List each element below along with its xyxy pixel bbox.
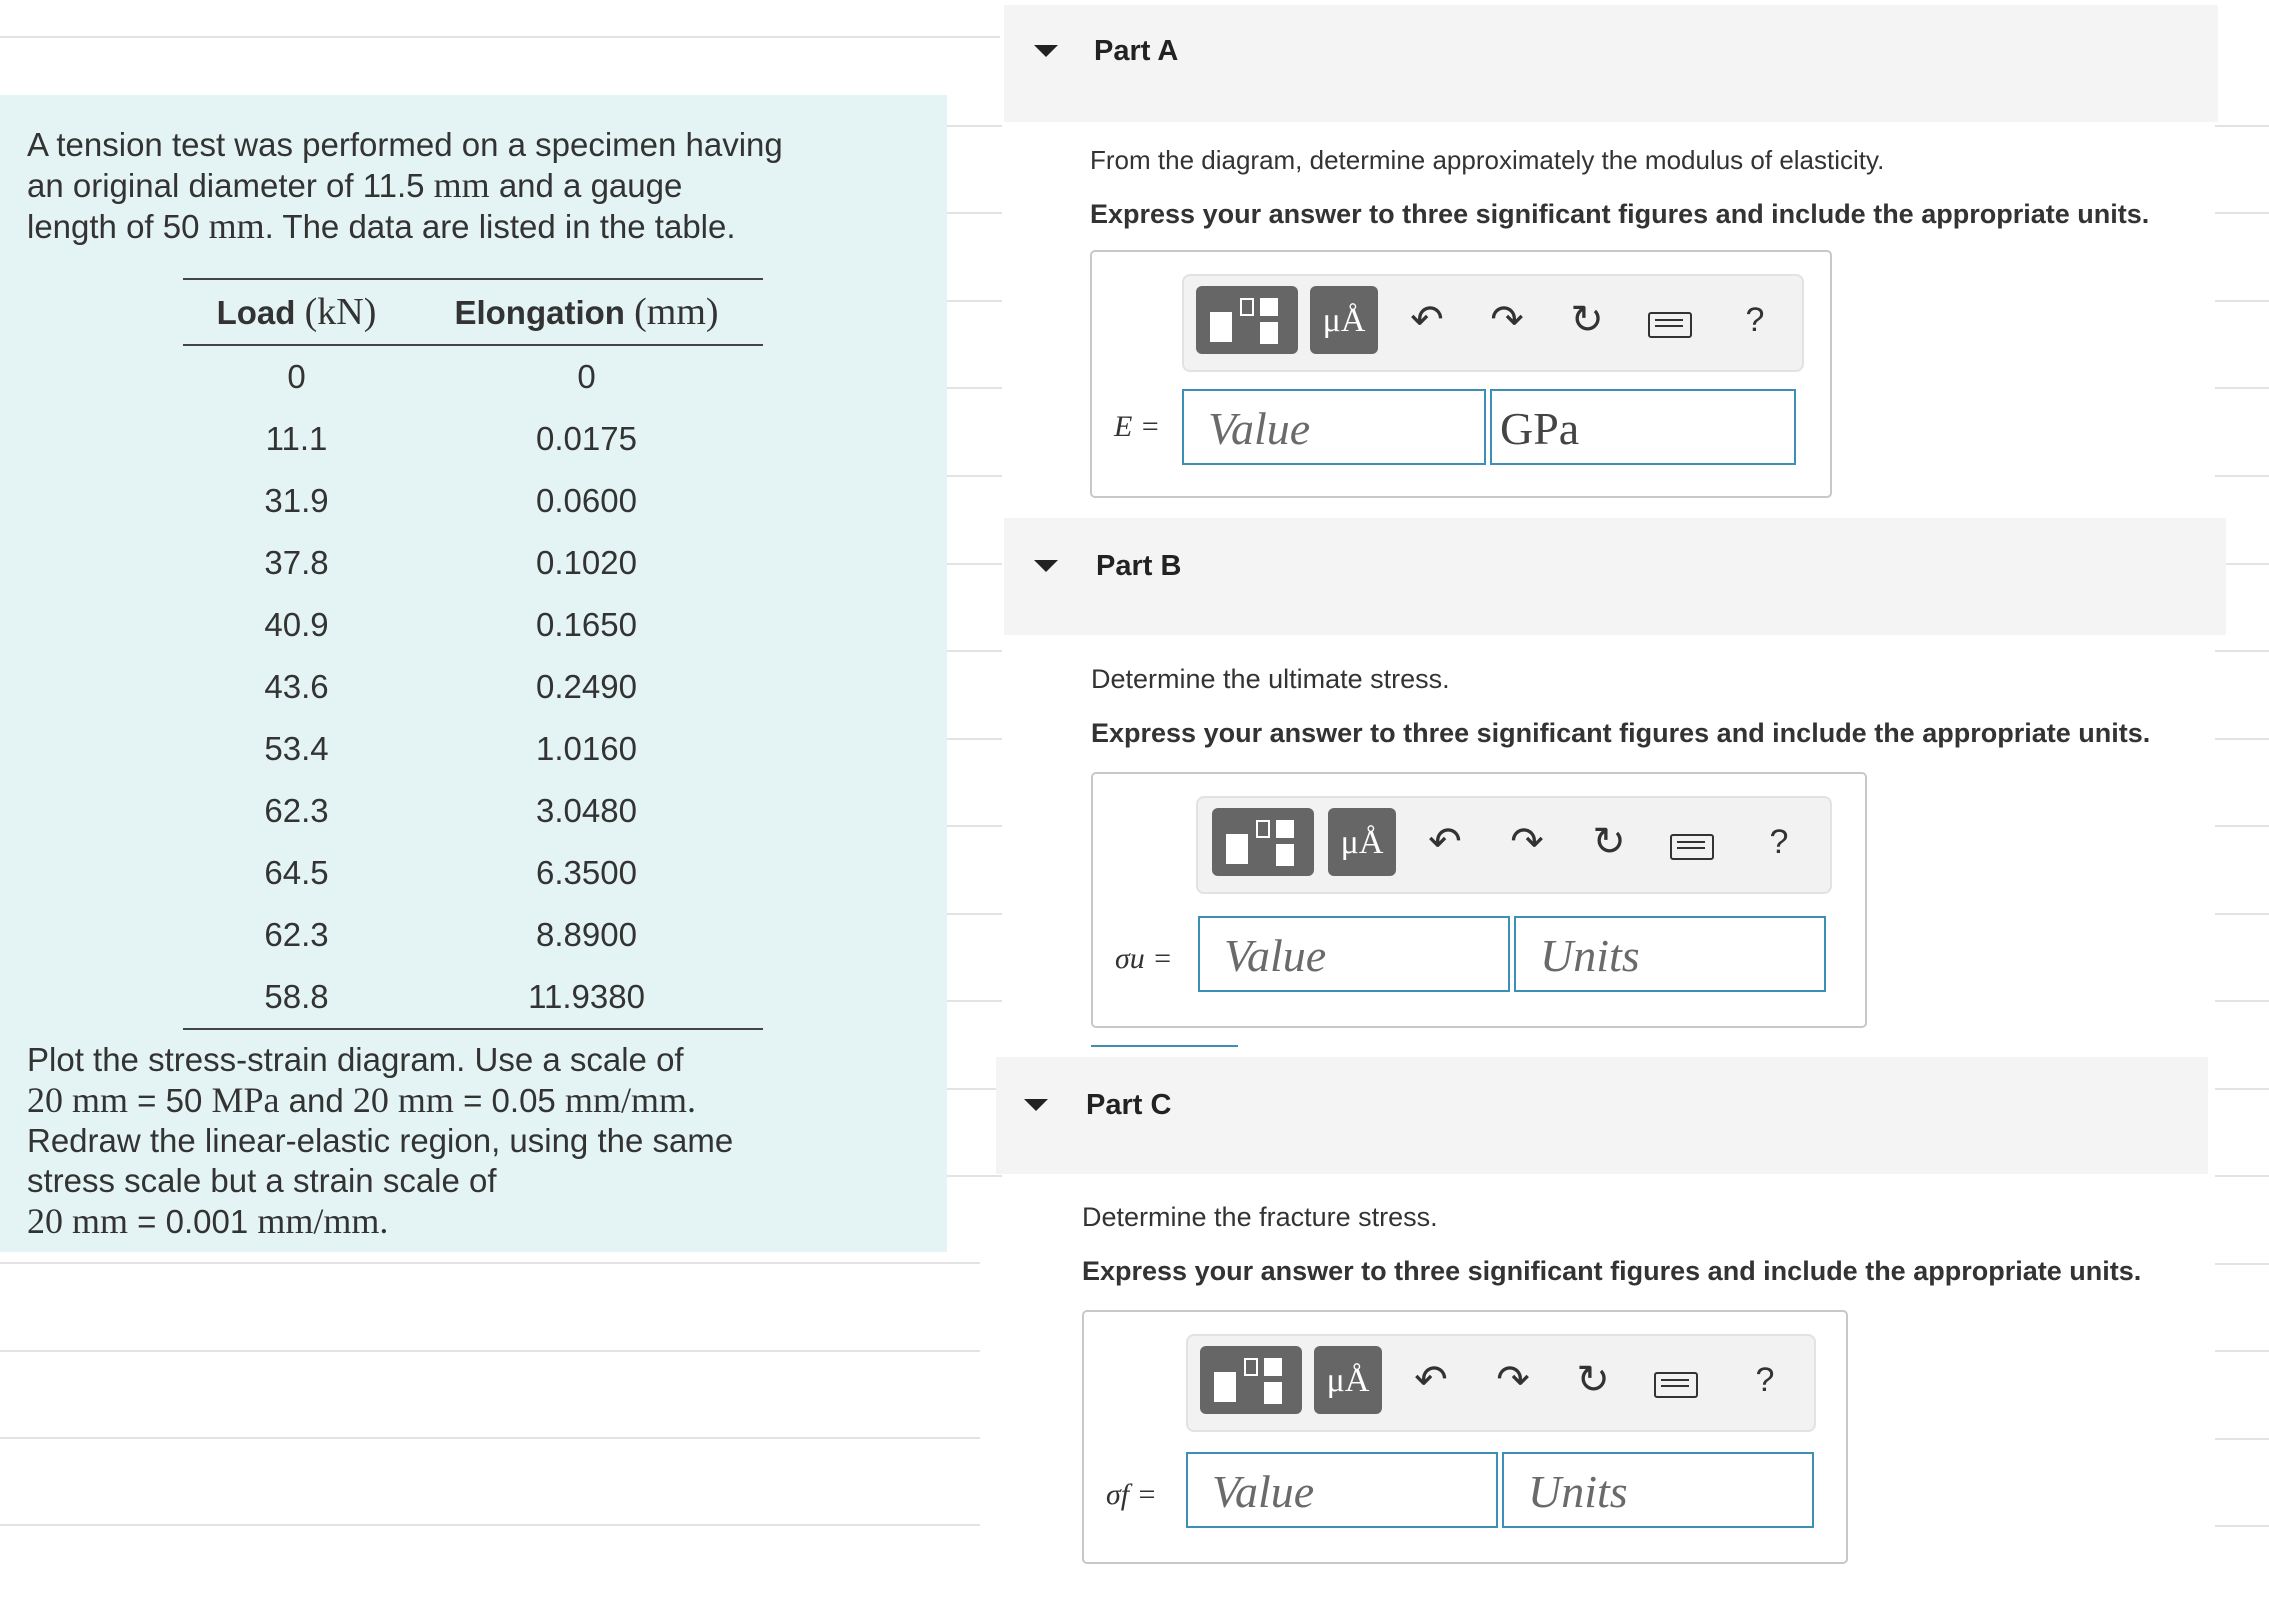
elongation-cell: 0.2490: [536, 668, 637, 705]
load-elongation-table: [183, 278, 763, 1030]
divider-line: [2215, 913, 2269, 915]
templates-icon-part: [1276, 820, 1294, 838]
part-b-instruction: Express your answer to three significant figures and include the appropriate units.: [1091, 718, 2151, 748]
redo-icon[interactable]: ↷: [1496, 1358, 1530, 1402]
problem-intro-text: [27, 125, 927, 247]
part-b-header[interactable]: [1004, 518, 2226, 635]
divider-line: [0, 36, 1000, 38]
intro-text: and a gauge: [489, 167, 683, 204]
units-input[interactable]: Units: [1514, 916, 1826, 992]
plot-text-line: Plot the stress-strain diagram. Use a scale of: [27, 1041, 684, 1078]
divider-line: [2215, 1000, 2269, 1002]
variable-label-e: E =: [1114, 410, 1161, 443]
part-c-answer-box: [1082, 1310, 1848, 1564]
divider-line: [2215, 825, 2269, 827]
divider-line: [2215, 1263, 2269, 1265]
part-c-title: Part C: [1086, 1089, 1172, 1121]
templates-icon-part: [1260, 298, 1278, 316]
templates-button[interactable]: [1196, 286, 1298, 354]
templates-button[interactable]: [1212, 808, 1314, 876]
templates-icon-part: [1244, 1358, 1258, 1376]
collapse-caret-icon[interactable]: [1034, 560, 1058, 572]
column-header-load: Load (kN): [183, 279, 410, 345]
elongation-cell: 6.3500: [536, 854, 637, 891]
load-cell: 58.8: [183, 966, 410, 1029]
load-cell: 0: [287, 358, 306, 395]
templates-icon: [1210, 312, 1232, 342]
elongation-cell: 0.0600: [536, 482, 637, 519]
part-a-title: Part A: [1094, 35, 1179, 67]
part-a-instruction: Express your answer to three significant figures and include the appropriate units.: [1090, 199, 2150, 229]
load-cell: 43.6: [264, 668, 329, 705]
symbols-button[interactable]: μÅ: [1314, 1346, 1382, 1414]
part-a-header[interactable]: [1004, 5, 2218, 122]
elongation-cell: 0.1020: [536, 544, 637, 581]
table-row: [183, 594, 763, 656]
load-cell: 62.3: [264, 916, 329, 953]
plot-text: = 0.05: [453, 1082, 565, 1119]
part-c-header[interactable]: [996, 1057, 2208, 1174]
part-a-prompt: From the diagram, determine approximately the modulus of elasticity.: [1090, 145, 1885, 175]
templates-button[interactable]: [1200, 1346, 1302, 1414]
value-input[interactable]: Value: [1186, 1452, 1498, 1528]
focus-accent-line: [1091, 1045, 1238, 1047]
intro-line: A tension test was performed on a specimen having: [27, 126, 783, 163]
divider-line: [2215, 387, 2269, 389]
divider-line: [2215, 1438, 2269, 1440]
divider-line: [947, 825, 1002, 827]
variable-label-sigma-u: σu =: [1115, 942, 1173, 975]
elongation-cell: 0.1650: [536, 606, 637, 643]
divider-line: [0, 1262, 980, 1264]
divider-line: [2215, 1525, 2269, 1527]
reset-icon[interactable]: ↻: [1576, 1358, 1610, 1402]
part-c-instruction: Express your answer to three significant figures and include the appropriate units.: [1082, 1256, 2142, 1286]
period: .: [379, 1201, 389, 1241]
table-row: [183, 842, 763, 904]
plot-text: = 50: [128, 1082, 212, 1119]
divider-line: [947, 913, 1002, 915]
intro-text: an original diameter of 11.5: [27, 167, 434, 204]
reset-icon[interactable]: ↻: [1592, 820, 1626, 864]
elongation-cell: 0: [577, 358, 596, 395]
keyboard-icon[interactable]: [1648, 312, 1692, 338]
units-input[interactable]: Units: [1502, 1452, 1814, 1528]
table-row: [183, 656, 763, 718]
divider-line: [2215, 125, 2269, 127]
scale-math: 20 mm: [352, 1080, 454, 1120]
templates-icon-part: [1264, 1358, 1282, 1376]
templates-icon-part: [1264, 1382, 1282, 1404]
divider-line: [2215, 475, 2269, 477]
divider-line: [0, 1524, 980, 1526]
divider-line: [2215, 1088, 2269, 1090]
elongation-cell: 3.0480: [536, 792, 637, 829]
elongation-cell: 11.9380: [410, 966, 763, 1029]
table-row: [183, 780, 763, 842]
divider-line: [2215, 738, 2269, 740]
load-cell: 53.4: [264, 730, 329, 767]
divider-line: [2215, 650, 2269, 652]
elongation-cell: 8.8900: [536, 916, 637, 953]
plot-text-line: Redraw the linear-elastic region, using the same: [27, 1122, 734, 1159]
divider-line: [947, 125, 1002, 127]
period: .: [686, 1080, 696, 1120]
load-cell: 11.1: [265, 420, 328, 457]
symbols-button[interactable]: μÅ: [1328, 808, 1396, 876]
unit-math: mm/mm: [564, 1080, 687, 1120]
divider-line: [0, 1437, 980, 1439]
divider-line: [947, 1088, 1002, 1090]
units-input[interactable]: GPa: [1490, 389, 1796, 465]
symbols-button[interactable]: μÅ: [1310, 286, 1378, 354]
undo-icon[interactable]: ↶: [1410, 298, 1444, 342]
plot-text: = 0.001: [128, 1203, 258, 1240]
column-header-elongation: Elongation (mm): [410, 279, 763, 345]
divider-line: [947, 475, 1002, 477]
undo-icon[interactable]: ↶: [1414, 1358, 1448, 1402]
plot-text-line: stress scale but a strain scale of: [27, 1162, 497, 1199]
plot-text: and: [279, 1082, 353, 1119]
load-cell: 64.5: [264, 854, 329, 891]
problem-statement-panel: [0, 95, 947, 1252]
templates-icon-part: [1260, 322, 1278, 344]
math-toolbar: [1196, 796, 1832, 894]
table-row: [183, 718, 763, 780]
table-row: [183, 345, 763, 408]
value-input[interactable]: Value: [1198, 916, 1510, 992]
math-toolbar: [1186, 1334, 1816, 1432]
load-cell: 37.8: [264, 544, 329, 581]
intro-text: . The data are listed in the table.: [264, 208, 736, 245]
scale-math: 20 mm: [27, 1201, 129, 1241]
templates-icon-part: [1276, 844, 1294, 866]
divider-line: [947, 1175, 1002, 1177]
table-row: [183, 470, 763, 532]
templates-icon: [1226, 834, 1248, 864]
divider-line: [947, 212, 1002, 214]
part-c-prompt: Determine the fracture stress.: [1082, 1202, 1438, 1232]
keyboard-icon[interactable]: [1654, 1372, 1698, 1398]
unit-math: mm: [208, 206, 265, 246]
keyboard-icon[interactable]: [1670, 834, 1714, 860]
part-b-answer-box: [1091, 772, 1867, 1028]
reset-icon[interactable]: ↻: [1570, 298, 1604, 342]
collapse-caret-icon[interactable]: [1024, 1099, 1048, 1111]
divider-line: [947, 563, 1002, 565]
table-row: [183, 532, 763, 594]
unit-math: mm: [433, 165, 490, 205]
templates-icon: [1214, 1372, 1236, 1402]
undo-icon[interactable]: ↶: [1428, 820, 1462, 864]
plot-instructions-text: [27, 1040, 937, 1242]
redo-icon[interactable]: ↷: [1510, 820, 1544, 864]
divider-line: [2215, 300, 2269, 302]
redo-icon[interactable]: ↷: [1490, 298, 1524, 342]
table-header-row: [183, 279, 763, 345]
variable-label-sigma-f: σf =: [1106, 1478, 1157, 1511]
templates-icon-part: [1240, 298, 1254, 316]
divider-line: [947, 738, 1002, 740]
divider-line: [2215, 1350, 2269, 1352]
help-button[interactable]: ?: [1755, 1361, 1775, 1399]
divider-line: [2215, 1175, 2269, 1177]
unit-math: mm/mm: [257, 1201, 380, 1241]
divider-line: [0, 1350, 980, 1352]
load-cell: 31.9: [264, 482, 329, 519]
divider-line: [2215, 212, 2269, 214]
unit-math: MPa: [211, 1080, 280, 1120]
table-row: [183, 408, 763, 470]
divider-line: [947, 387, 1002, 389]
elongation-cell: 0.0175: [536, 420, 637, 457]
table-row: [183, 966, 763, 1029]
elongation-cell: 1.0160: [536, 730, 637, 767]
intro-text: length of 50: [27, 208, 209, 245]
help-button[interactable]: ?: [1745, 301, 1765, 339]
load-cell: 62.3: [264, 792, 329, 829]
help-button[interactable]: ?: [1769, 823, 1789, 861]
divider-line: [947, 300, 1002, 302]
collapse-caret-icon[interactable]: [1034, 45, 1058, 57]
math-toolbar: [1182, 274, 1804, 372]
part-a-answer-box: [1090, 250, 1832, 498]
scale-math: 20 mm: [27, 1080, 129, 1120]
load-cell: 40.9: [264, 606, 329, 643]
part-b-title: Part B: [1096, 550, 1182, 582]
value-input[interactable]: Value: [1182, 389, 1486, 465]
part-b-prompt: Determine the ultimate stress.: [1091, 664, 1450, 694]
divider-line: [947, 650, 1002, 652]
table-row: [183, 904, 763, 966]
templates-icon-part: [1256, 820, 1270, 838]
divider-line: [947, 1000, 1002, 1002]
